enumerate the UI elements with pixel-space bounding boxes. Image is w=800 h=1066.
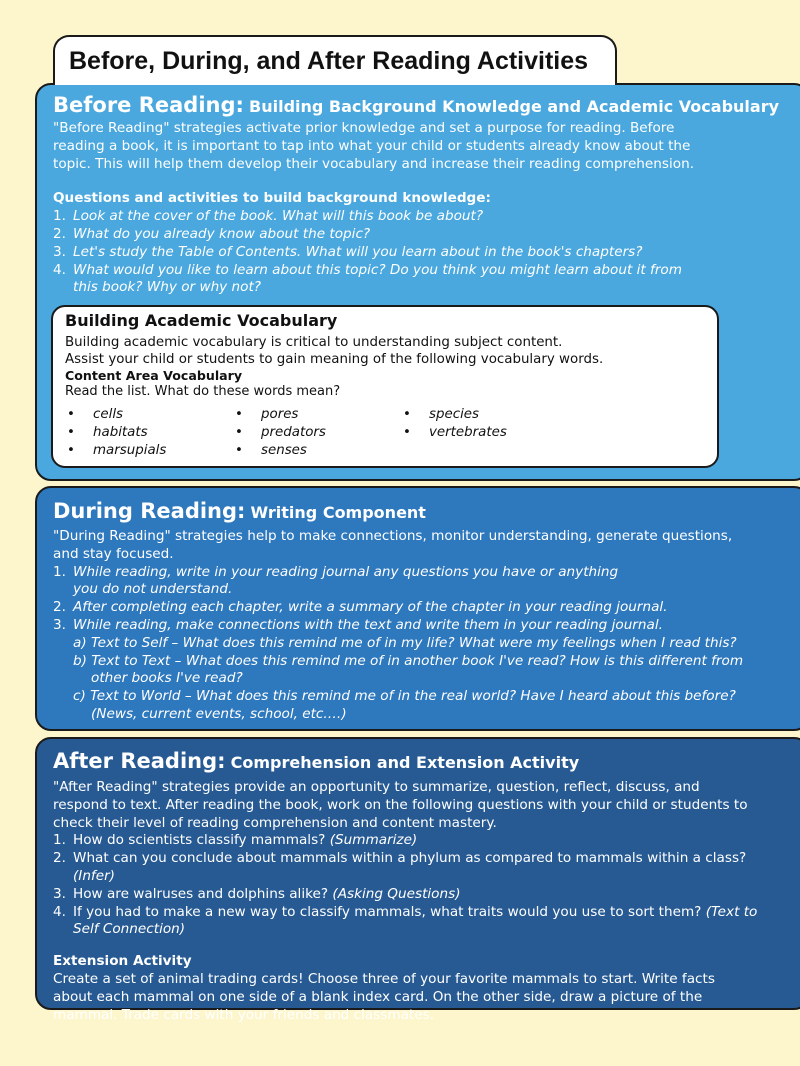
vocabulary-box bbox=[51, 305, 719, 468]
after-reading-subtitle: Comprehension and Extension Activity bbox=[230, 753, 580, 772]
vocabulary-word: • senses bbox=[233, 442, 401, 460]
vocabulary-word: • pores bbox=[233, 406, 401, 424]
page-title: Before, During, and After Reading Activities bbox=[69, 47, 589, 75]
vocabulary-word: • vertebrates bbox=[401, 424, 569, 442]
list-number: 4. bbox=[53, 903, 66, 920]
list-item bbox=[53, 208, 693, 226]
before-questions-heading: Questions and activities to build background knowledge: bbox=[53, 190, 491, 207]
list-text: What can you conclude about mammals within a phylum as compared to mammals within a class? bbox=[73, 850, 747, 867]
list-number: 1. bbox=[53, 563, 66, 580]
list-number: 3. bbox=[53, 616, 66, 633]
list-text: After completing each chapter, write a summary of the chapter in your reading journal. bbox=[73, 599, 668, 616]
vocabulary-line-1: Building academic vocabulary is critical to understanding subject content. bbox=[65, 335, 563, 350]
vocabulary-column bbox=[401, 406, 569, 459]
extension-heading: Extension Activity bbox=[53, 953, 192, 970]
list-item bbox=[53, 832, 768, 850]
vocabulary-word: • predators bbox=[233, 424, 401, 442]
question-tag: (Text to Self Connection) bbox=[73, 903, 758, 938]
list-item bbox=[53, 850, 768, 886]
vocabulary-subheading: Content Area Vocabulary bbox=[65, 368, 243, 383]
during-reading-panel bbox=[35, 486, 800, 731]
before-reading-heading bbox=[53, 85, 780, 116]
list-text-continuation: other books I've read? bbox=[91, 670, 243, 687]
after-reading-title: After Reading: bbox=[53, 749, 226, 773]
vocabulary-word: • cells bbox=[65, 406, 233, 424]
list-number: 3. bbox=[53, 243, 66, 260]
list-text: Look at the cover of the book. What will this book be about? bbox=[73, 208, 484, 225]
list-text: a) Text to Self – What does this remind me of in my life? What were my feelings when I read this? bbox=[73, 634, 737, 651]
list-item bbox=[53, 886, 768, 904]
after-reading-panel bbox=[35, 737, 800, 1023]
list-item bbox=[53, 617, 780, 635]
before-reading-intro: "Before Reading" strategies activate prior knowledge and set a purpose for reading. Before reading a book, it is important to tap into what your child or students already know about the topic. This will help them develop their vocabulary and increase their reading comprehension. bbox=[53, 120, 695, 172]
after-reading-heading bbox=[53, 739, 780, 772]
vocabulary-word: • species bbox=[401, 406, 569, 424]
list-item bbox=[73, 688, 780, 724]
vocabulary-column bbox=[65, 406, 233, 459]
list-text: While reading, make connections with the text and write them in your reading journal. bbox=[73, 616, 663, 633]
before-reading-title: Before Reading: bbox=[53, 93, 244, 117]
list-item bbox=[53, 226, 693, 244]
list-item bbox=[53, 244, 693, 262]
vocabulary-word: • habitats bbox=[65, 424, 233, 442]
list-number: 2. bbox=[53, 599, 66, 616]
list-text: What would you like to learn about this topic? Do you think you might learn about it from this book? Why or why not? bbox=[73, 261, 682, 296]
before-questions-list bbox=[53, 208, 693, 297]
extension-text: Create a set of animal trading cards! Choose three of your favorite mammals to start. Write facts about each mammal on one side of a blank index card. On the other side, draw a picture of the mammal. Trade cards with your friends and classmates. bbox=[53, 970, 715, 1023]
list-number: 2. bbox=[53, 850, 66, 867]
list-item bbox=[73, 635, 780, 653]
list-text-continuation: (News, current events, school, etc.…) bbox=[91, 705, 347, 722]
vocabulary-column bbox=[233, 406, 401, 459]
vocabulary-word-grid bbox=[65, 406, 705, 459]
list-item bbox=[73, 653, 780, 689]
list-text: b) Text to Text – What does this remind me of in another book I've read? How is this different from bbox=[73, 652, 744, 669]
list-text: While reading, write in your reading journal any questions you have or anything you do not understand. bbox=[73, 563, 619, 598]
after-reading-intro: "After Reading" strategies provide an opportunity to summarize, question, reflect, discuss, and respond to text. After reading the book, work on the following questions with your child or students to check their level of reading comprehension and content mastery. bbox=[53, 779, 748, 831]
after-reading-questions bbox=[53, 832, 768, 939]
list-text: How do scientists classify mammals? bbox=[73, 832, 326, 849]
list-item bbox=[53, 904, 768, 940]
list-text: c) Text to World – What does this remind me of in the real world? Have I heard about this before? bbox=[73, 688, 736, 705]
before-reading-panel bbox=[35, 83, 800, 481]
during-reading-heading bbox=[53, 488, 780, 522]
vocabulary-title: Building Academic Vocabulary bbox=[65, 311, 338, 330]
vocabulary-line-2: Assist your child or students to gain meaning of the following vocabulary words. bbox=[65, 352, 604, 367]
list-text: What do you already know about the topic? bbox=[73, 225, 371, 242]
vocabulary-instruction: Read the list. What do these words mean? bbox=[65, 384, 341, 399]
list-item bbox=[53, 262, 693, 298]
list-text: Let's study the Table of Contents. What will you learn about in the book's chapters? bbox=[73, 243, 643, 260]
list-number: 1. bbox=[53, 208, 66, 225]
during-reading-subtitle: Writing Component bbox=[250, 503, 426, 522]
list-text: How are walruses and dolphins alike? bbox=[73, 885, 329, 902]
question-tag: (Summarize) bbox=[329, 832, 418, 849]
list-number: 4. bbox=[53, 261, 66, 278]
list-number: 1. bbox=[53, 832, 66, 849]
list-item bbox=[53, 599, 780, 617]
question-tag: (Asking Questions) bbox=[332, 885, 461, 902]
before-reading-subtitle: Building Background Knowledge and Academic Vocabulary bbox=[249, 97, 780, 116]
question-tag: (Infer) bbox=[73, 867, 115, 884]
list-number: 2. bbox=[53, 225, 66, 242]
during-reading-list bbox=[53, 564, 780, 635]
list-number: 3. bbox=[53, 885, 66, 902]
list-text: If you had to make a new way to classify mammals, what traits would you use to sort them? bbox=[73, 903, 702, 920]
vocabulary-word: • marsupials bbox=[65, 442, 233, 460]
page-title-tab bbox=[53, 35, 617, 85]
during-reading-intro: "During Reading" strategies help to make connections, monitor understanding, generate questions, and stay focused. bbox=[53, 528, 733, 562]
connections-sublist bbox=[53, 635, 780, 724]
during-reading-title: During Reading: bbox=[53, 499, 246, 523]
list-item bbox=[53, 564, 638, 600]
